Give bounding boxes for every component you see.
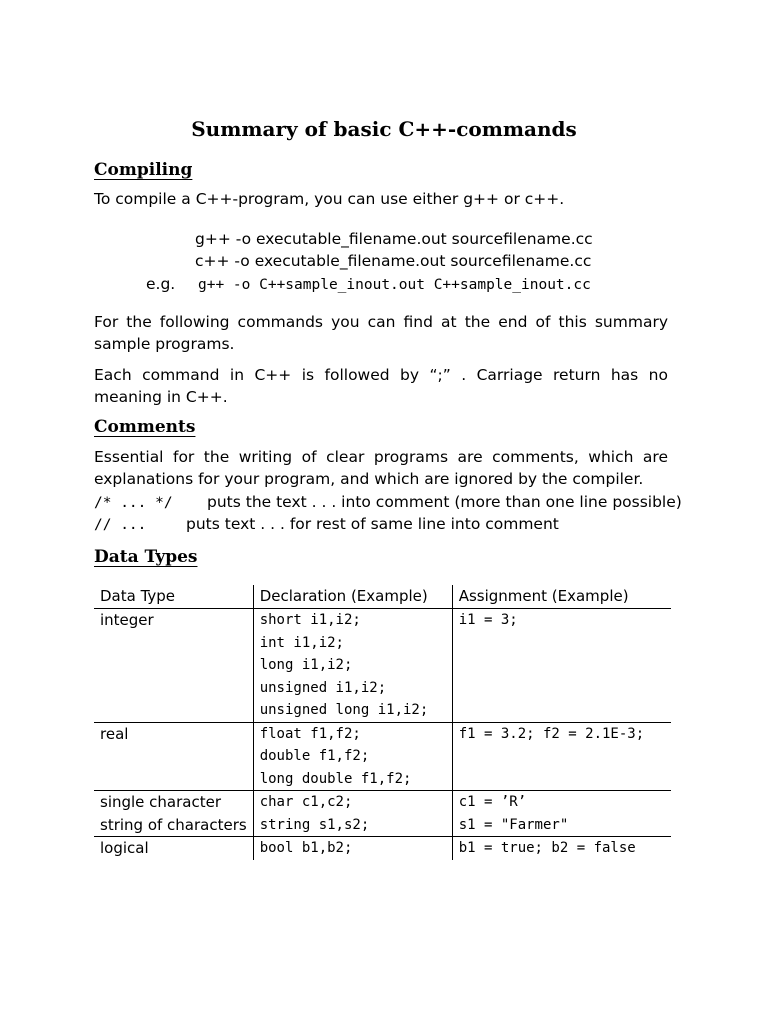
- block-comment-description: puts the text . . . into comment (more than one line possible): [207, 493, 682, 511]
- compile-command-gpp: g++ -o executable_filename.out sourcefilename.cc: [195, 230, 593, 248]
- line-comment-description: puts text . . . for rest of same line into comment: [186, 515, 559, 533]
- table-header-row: [94, 585, 671, 609]
- cell-type: [94, 768, 253, 791]
- cell-declaration: short i1,i2;: [253, 609, 452, 632]
- cell-declaration: unsigned i1,i2;: [253, 677, 452, 700]
- cell-type: [94, 632, 253, 655]
- cell-assignment: f1 = 3.2; f2 = 2.1E-3;: [452, 722, 671, 745]
- cell-type: single character: [94, 791, 253, 814]
- cell-assignment: [452, 654, 671, 677]
- table-row: [94, 699, 671, 722]
- cell-declaration: bool b1,b2;: [253, 837, 452, 860]
- comments-intro: Essential for the writing of clear programs are comments, which are explanations for your program, and which are ignored by the compiler.: [94, 448, 668, 488]
- cell-assignment: i1 = 3;: [452, 609, 671, 632]
- table-row: [94, 722, 671, 745]
- cell-type: [94, 699, 253, 722]
- cell-type: integer: [94, 609, 253, 632]
- cell-type: real: [94, 722, 253, 745]
- table-row: [94, 677, 671, 700]
- cell-declaration: unsigned long i1,i2;: [253, 699, 452, 722]
- table-row: [94, 745, 671, 768]
- header-data-type: Data Type: [100, 587, 176, 605]
- table-row: [94, 837, 671, 860]
- example-label: e.g.: [146, 275, 176, 293]
- cell-type: string of characters: [100, 815, 247, 834]
- example-command: g++ -o C++sample_inout.out C++sample_inout.cc: [198, 277, 591, 293]
- table-row: [94, 814, 671, 837]
- cell-declaration: float f1,f2;: [253, 722, 452, 745]
- cell-assignment: c1 = ’R’: [452, 791, 671, 814]
- header-assignment: Assignment (Example): [452, 585, 671, 609]
- page-title: Summary of basic C++-commands: [191, 117, 577, 141]
- cell-declaration: double f1,f2;: [253, 745, 452, 768]
- cell-declaration: char c1,c2;: [253, 791, 452, 814]
- cell-assignment: [452, 745, 671, 768]
- cell-type: [94, 654, 253, 677]
- line-comment-syntax: // ...: [94, 517, 147, 533]
- cell-assignment: [452, 699, 671, 722]
- cell-assignment: b1 = true; b2 = false: [452, 837, 671, 860]
- table-row: [94, 654, 671, 677]
- cell-assignment: [452, 632, 671, 655]
- data-types-table: [94, 585, 671, 860]
- cell-declaration: long i1,i2;: [253, 654, 452, 677]
- cell-declaration: long double f1,f2;: [253, 768, 452, 791]
- header-declaration: Declaration (Example): [253, 585, 452, 609]
- table-row: [94, 791, 671, 814]
- section-heading-compiling: Compiling: [94, 160, 193, 180]
- cell-type: logical: [94, 837, 253, 860]
- compiling-note-samples: For the following commands you can find at the end of this summary sample programs.: [94, 313, 668, 353]
- section-heading-data-types: Data Types: [94, 547, 198, 567]
- cell-type: [94, 745, 253, 768]
- compile-command-cpp: c++ -o executable_filename.out sourcefilename.cc: [195, 252, 592, 270]
- table-row: [94, 768, 671, 791]
- table-row: [94, 609, 671, 632]
- section-heading-comments: Comments: [94, 417, 196, 437]
- block-comment-syntax: /* ... */: [94, 495, 173, 511]
- cell-assignment: [452, 768, 671, 791]
- cell-type: [94, 677, 253, 700]
- cell-declaration: int i1,i2;: [253, 632, 452, 655]
- cell-declaration: string s1,s2;: [253, 814, 452, 837]
- cell-assignment: s1 = "Farmer": [452, 814, 671, 837]
- table-row: [94, 632, 671, 655]
- cell-assignment: [452, 677, 671, 700]
- compiling-intro: To compile a C++-program, you can use either g++ or c++.: [94, 190, 565, 208]
- compiling-note-semicolon: Each command in C++ is followed by “;” . Carriage return has no meaning in C++.: [94, 366, 668, 406]
